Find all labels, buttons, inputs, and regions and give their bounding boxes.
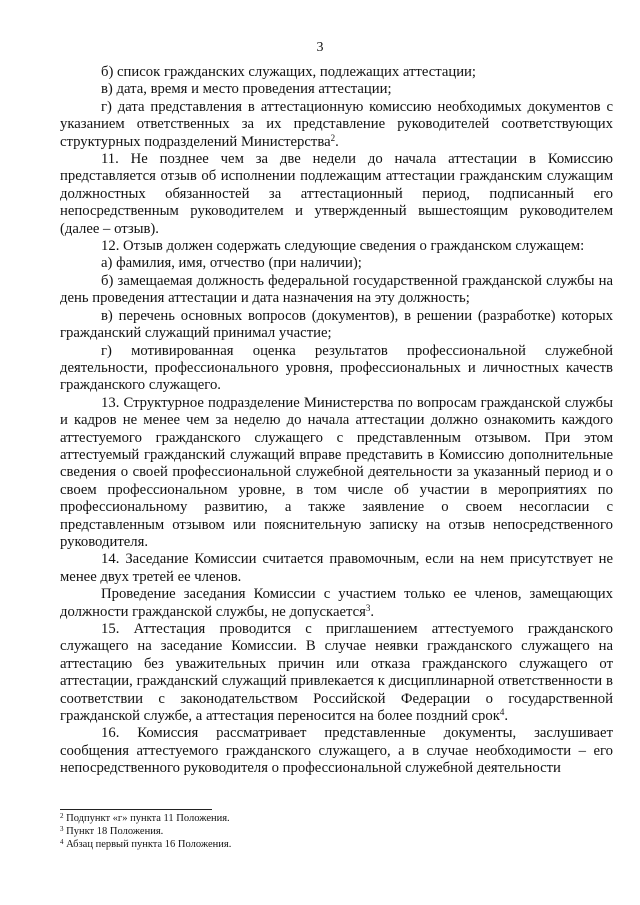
footnote <box>60 812 613 825</box>
footnote <box>60 838 613 851</box>
paragraph-text: г) мотивированная оценка результатов профессиональной служебной деятельности, профессионального уровня, профессиональных и личностных качеств гражданского служащего. <box>60 342 613 394</box>
footnote-text: Пункт 18 Положения. <box>63 826 164 838</box>
paragraph-text: 15. Аттестация проводится с приглашением аттестуемого гражданского служащего на заседание Комиссии. В случае неявки гражданского служащего на аттестацию без уважительных причин или отказа гражданского служащего от аттестации, гражданский служащий привлекается к дисциплинарной ответственности в соответствии с законодательством Российской Федерации о государственной гражданской службе, а аттестация переносится на более поздний срок <box>60 621 613 725</box>
document-body <box>60 64 613 778</box>
paragraph <box>60 586 613 621</box>
paragraph <box>60 551 613 586</box>
paragraph <box>60 99 613 151</box>
paragraph-text: г) дата представления в аттестационную комиссию необходимых документов с указанием ответственных за их представление руководителей соответствующих структурных подразделений Министерства <box>60 98 613 150</box>
paragraph-tail: . <box>370 603 375 620</box>
paragraph-text: 16. Комиссия рассматривает представленные документы, заслушивает сообщения аттестуемого гражданского служащего, а в случае необходимости – его непосредственного руководителя о профессиональной служебной деятельности <box>60 725 613 777</box>
paragraph-tail: . <box>504 708 509 725</box>
paragraph-text: в) перечень основных вопросов (документов), в решении (разработке) которых гражданский служащий принимал участие; <box>60 307 613 342</box>
footnote-number: 3 <box>60 825 64 834</box>
footnote-divider <box>60 809 212 810</box>
footnote-text: Абзац первый пункта 16 Положения. <box>63 839 232 851</box>
paragraph-text: б) список гражданских служащих, подлежащих аттестации; <box>101 64 476 80</box>
paragraph <box>60 64 613 81</box>
paragraph <box>60 238 613 255</box>
footnote-ref: 4 <box>499 707 505 718</box>
paragraph <box>60 81 613 98</box>
paragraph-text: 11. Не позднее чем за две недели до начала аттестации в Комиссию представляется отзыв об исполнении подлежащим аттестации гражданским служащим должностных обязанностей за аттестационный период, подписанный его непосредственным руководителем и утвержденный вышестоящим руководителем (далее – отзыв). <box>60 151 613 237</box>
paragraph-text: Проведение заседания Комиссии с участием только ее членов, замещающих должности гражданской службы, не допускается <box>60 586 613 620</box>
page-number: 3 <box>316 40 324 55</box>
footnote-number: 2 <box>60 812 64 820</box>
paragraph <box>60 621 613 725</box>
paragraph-text: 13. Структурное подразделение Министерства по вопросам гражданской службы и кадров не менее чем за неделю до начала аттестации должно ознакомить каждого аттестуемого гражданского служащего с представленным отзывом. При этом аттестуемый гражданский служащий вправе представить в Комиссию дополнительные сведения о своей профессиональной служебной деятельности за указанный период и о своем профессиональном уровне, в том числе об участии в мероприятиях по профессиональному развитию, а также заявление о своем несогласии с представленным отзывом или пояснительную записку на отзыв непосредственного руководителя. <box>60 394 613 550</box>
paragraph-text: 12. Отзыв должен содержать следующие сведения о гражданском служащем: <box>101 238 585 255</box>
paragraph <box>60 343 613 395</box>
paragraph <box>60 308 613 343</box>
paragraph-text: в) дата, время и место проведения аттестации; <box>101 81 392 98</box>
footnote-ref: 2 <box>330 132 336 143</box>
paragraph-text: б) замещаемая должность федеральной государственной гражданской службы на день проведения аттестации и дата назначения на эту должность; <box>60 272 613 307</box>
footnotes <box>60 812 613 852</box>
footnote-ref: 3 <box>365 602 371 613</box>
footnote-number: 4 <box>60 838 64 847</box>
paragraph <box>60 255 613 272</box>
paragraph-text: 14. Заседание Комиссии считается правомочным, если на нем присутствует не менее двух третей ее членов. <box>60 551 613 585</box>
paragraph <box>60 725 613 777</box>
paragraph <box>60 151 613 238</box>
paragraph-tail: . <box>335 133 339 150</box>
footnote-text: Подпункт «г» пункта 11 Положения. <box>63 813 230 824</box>
paragraph <box>60 273 613 308</box>
paragraph <box>60 395 613 552</box>
paragraph-text: а) фамилия, имя, отчество (при наличии); <box>101 255 362 272</box>
footnote <box>60 825 613 838</box>
